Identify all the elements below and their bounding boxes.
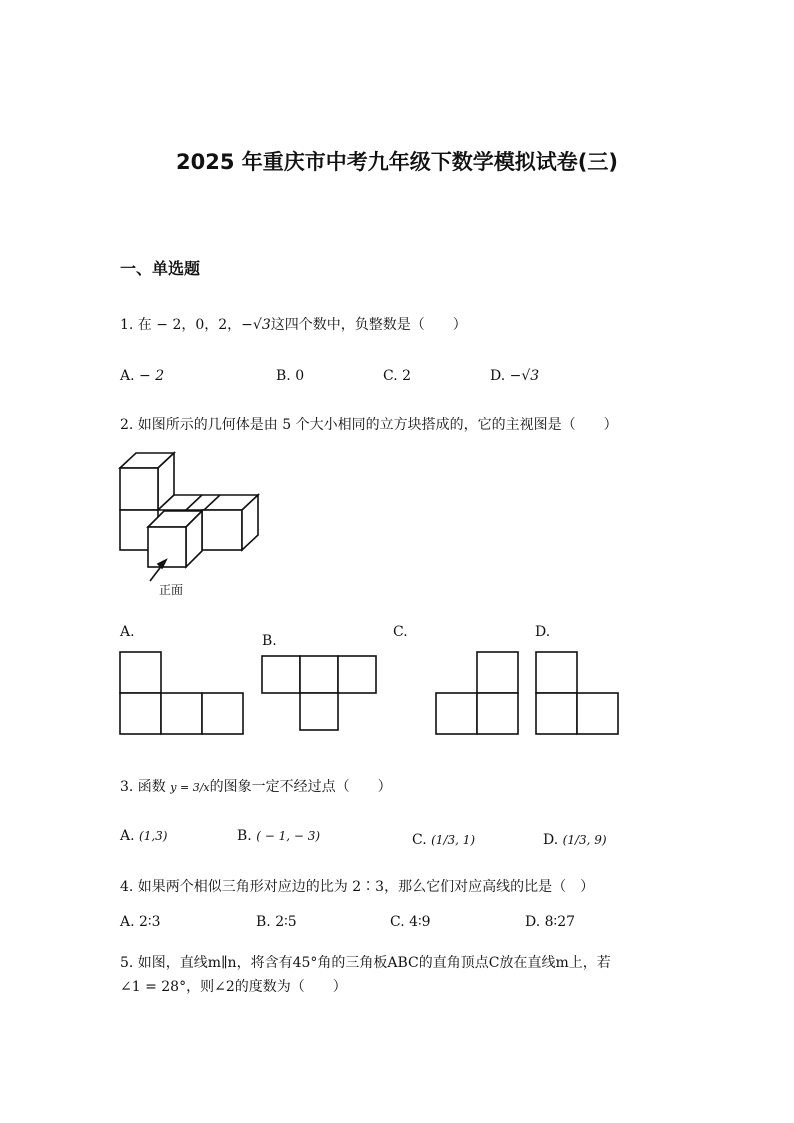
question-4-option-a[interactable]: A. 2∶3 xyxy=(120,914,161,930)
question-3-function: y = 3/x xyxy=(170,781,210,794)
figure-caption: 正面 xyxy=(159,583,184,597)
page-title: 2025 年重庆市中考九年级下数学模拟试卷(三) xyxy=(176,150,618,174)
question-3-option-c[interactable]: C. (1/3, 1) xyxy=(412,832,476,848)
question-5-stem-line2: ∠1 = 28°，则∠2的度数为（ ） xyxy=(120,979,347,995)
option-c-view xyxy=(436,652,518,734)
question-2-option-d-label[interactable]: D. xyxy=(535,624,551,640)
question-3-stem-pre: 3. 函数 xyxy=(120,779,166,795)
option-b-view xyxy=(262,656,376,730)
question-2-option-b-label[interactable]: B. xyxy=(262,633,277,649)
question-1-option-b[interactable]: B. 0 xyxy=(276,368,305,384)
question-1-option-d[interactable]: D. −√3 xyxy=(490,368,540,384)
question-4-option-d[interactable]: D. 8∶27 xyxy=(525,914,576,930)
question-1-stem-pre: 1. 在 − 2，0，2， xyxy=(120,317,242,333)
question-3-stem xyxy=(120,776,392,796)
question-4-option-c[interactable]: C. 4∶9 xyxy=(390,914,431,930)
question-5-stem-line1: 5. 如图，直线m∥n，将含有45°角的三角板ABC的直角顶点C放在直线m上，若 xyxy=(120,955,611,971)
question-2-option-a-label[interactable]: A. xyxy=(120,624,135,640)
question-1-option-c[interactable]: C. 2 xyxy=(383,368,412,384)
question-1-stem-math: −√3 xyxy=(241,317,271,333)
question-3-stem-post: 的图象一定不经过点（ ） xyxy=(209,779,392,795)
question-4-option-b[interactable]: B. 2∶5 xyxy=(256,914,297,930)
question-4-stem: 4. 如果两个相似三角形对应边的比为 2∶3，那么它们对应高线的比是（ ） xyxy=(120,879,595,895)
question-3-option-a[interactable]: A. (1,3) xyxy=(120,828,168,844)
option-a-view xyxy=(120,652,243,734)
question-2-stem: 2. 如图所示的几何体是由 5 个大小相同的立方块搭成的，它的主视图是（ ） xyxy=(120,417,618,433)
question-2-option-c-label[interactable]: C. xyxy=(393,624,408,640)
question-1-stem-post: 这四个数中，负整数是（ ） xyxy=(270,317,467,333)
question-1-option-a[interactable]: A. − 2 xyxy=(120,368,165,384)
question-3-option-d[interactable]: D. (1/3, 9) xyxy=(543,832,607,848)
question-3-option-b[interactable]: B. ( − 1, − 3) xyxy=(237,828,321,844)
section-heading: 一、单选题 xyxy=(120,259,201,278)
option-d-view xyxy=(536,652,618,734)
